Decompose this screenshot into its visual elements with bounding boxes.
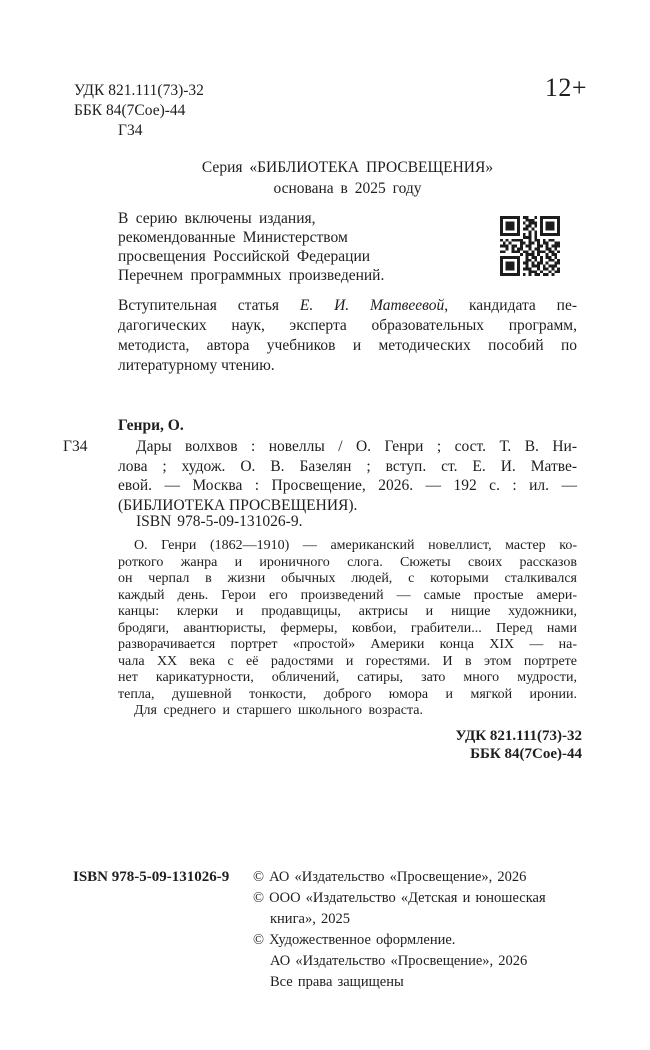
copyright-list (253, 867, 583, 993)
record-isbn: ISBN 978-5-09-131026-9. (136, 513, 303, 530)
series-heading (118, 157, 577, 199)
copyright-entry: © АО «Издательство «Просвещение», 2026 (253, 869, 527, 885)
intro-article-text: Вступительная статья (118, 297, 300, 314)
rights-reserved-note: Все права защищены (270, 974, 404, 990)
annotation-line: каждый день. Герои его произведений — самые простые амери- (118, 587, 577, 603)
annotation-line: О. Генри (1862—1910) — американский новеллист, мастер ко- (134, 538, 577, 553)
recommendation-line: рекомендованные Министерством (118, 229, 348, 246)
recommendation-section (118, 209, 577, 285)
intro-article-author-name: Е. И. Матвеевой (299, 297, 445, 314)
classification-block (74, 81, 204, 141)
intro-article-line: литературному чтению. (118, 357, 275, 374)
annotation-line: разворачивается портрет «простой» Америки конца XIX — на- (118, 637, 577, 652)
bbk-code-bottom: ББК 84(7Сое)-44 (470, 745, 582, 762)
record-line: (БИБЛИОТЕКА ПРОСВЕЩЕНИЯ). (118, 496, 358, 514)
annotation-line: канцы: клерки и продавщицы, актрисы и нищие художники, (118, 604, 577, 619)
annotation-line: тепла, душевной тонкости, доброго юмора и мягкой иронии. (118, 686, 577, 702)
intro-article-paragraph (118, 296, 577, 376)
series-founded: основана в 2025 году (273, 180, 422, 197)
udk-code: УДК 821.111(73)-32 (74, 82, 204, 99)
recommendation-line: В серию включены издания, (118, 210, 316, 227)
record-line: лова ; худож. О. В. Базелян ; вступ. ст. Е. И. Матве- (118, 457, 577, 475)
record-line: евой. — Москва : Просвещение, 2026. — 192 с. : ил. — (118, 477, 577, 494)
copyright-entry: © Художественное оформление. (253, 932, 456, 948)
annotation-paragraph (118, 538, 577, 703)
annotation-line: роткого жанра и ироничного слога. Сюжеты своих рассказов (118, 554, 577, 570)
copyright-entry: © ООО «Издательство «Детская и юношеская книга», 2025 (253, 890, 546, 927)
copyright-entry-continuation: АО «Издательство «Просвещение», 2026 (270, 953, 528, 969)
bbk-code: ББК 84(7Сое)-44 (74, 102, 186, 119)
age-rating-badge: 12+ (544, 73, 587, 102)
recommendation-line: просвещения Российской Федерации (118, 248, 371, 265)
intro-article-text: , кандидата пе- (444, 297, 577, 314)
author-heading: Генри, О. (118, 417, 184, 434)
annotation-line: чала XX века с её радостями и горестями. И в этом портрете (118, 653, 577, 669)
udk-code-bottom: УДК 821.111(73)-32 (455, 728, 582, 744)
recommendation-line: Перечнем программных произведений. (118, 267, 385, 284)
intro-article-line (118, 296, 577, 316)
annotation-line: он черпал в жизни обычных людей, с которыми сталкивался (118, 571, 577, 586)
intro-article-line: методиста, автора учебников и методических пособий по (118, 337, 577, 354)
series-title: Серия «БИБЛИОТЕКА ПРОСВЕЩЕНИЯ» (201, 159, 494, 176)
record-line: Дары волхвов : новеллы / О. Генри ; сост. Т. В. Ни- (136, 438, 577, 455)
bibliographic-record (63, 437, 577, 515)
age-note: Для среднего и старшего школьного возраста. (134, 703, 423, 718)
author-sign-record: Г34 (63, 438, 88, 455)
qr-code (500, 216, 560, 276)
annotation-line: нет карикатурности, обличений, сатиры, зато много мудрости, (118, 670, 577, 685)
author-sign-top: Г34 (118, 122, 143, 139)
imprint-isbn: ISBN 978-5-09-131026-9 (73, 869, 230, 885)
footer-classification (118, 728, 582, 763)
intro-article-line: дагогических наук, эксперта образовательных программ, (118, 317, 577, 334)
annotation-line: бродяги, авантюристы, фермеры, ковбои, грабители... Перед нами (118, 620, 577, 636)
